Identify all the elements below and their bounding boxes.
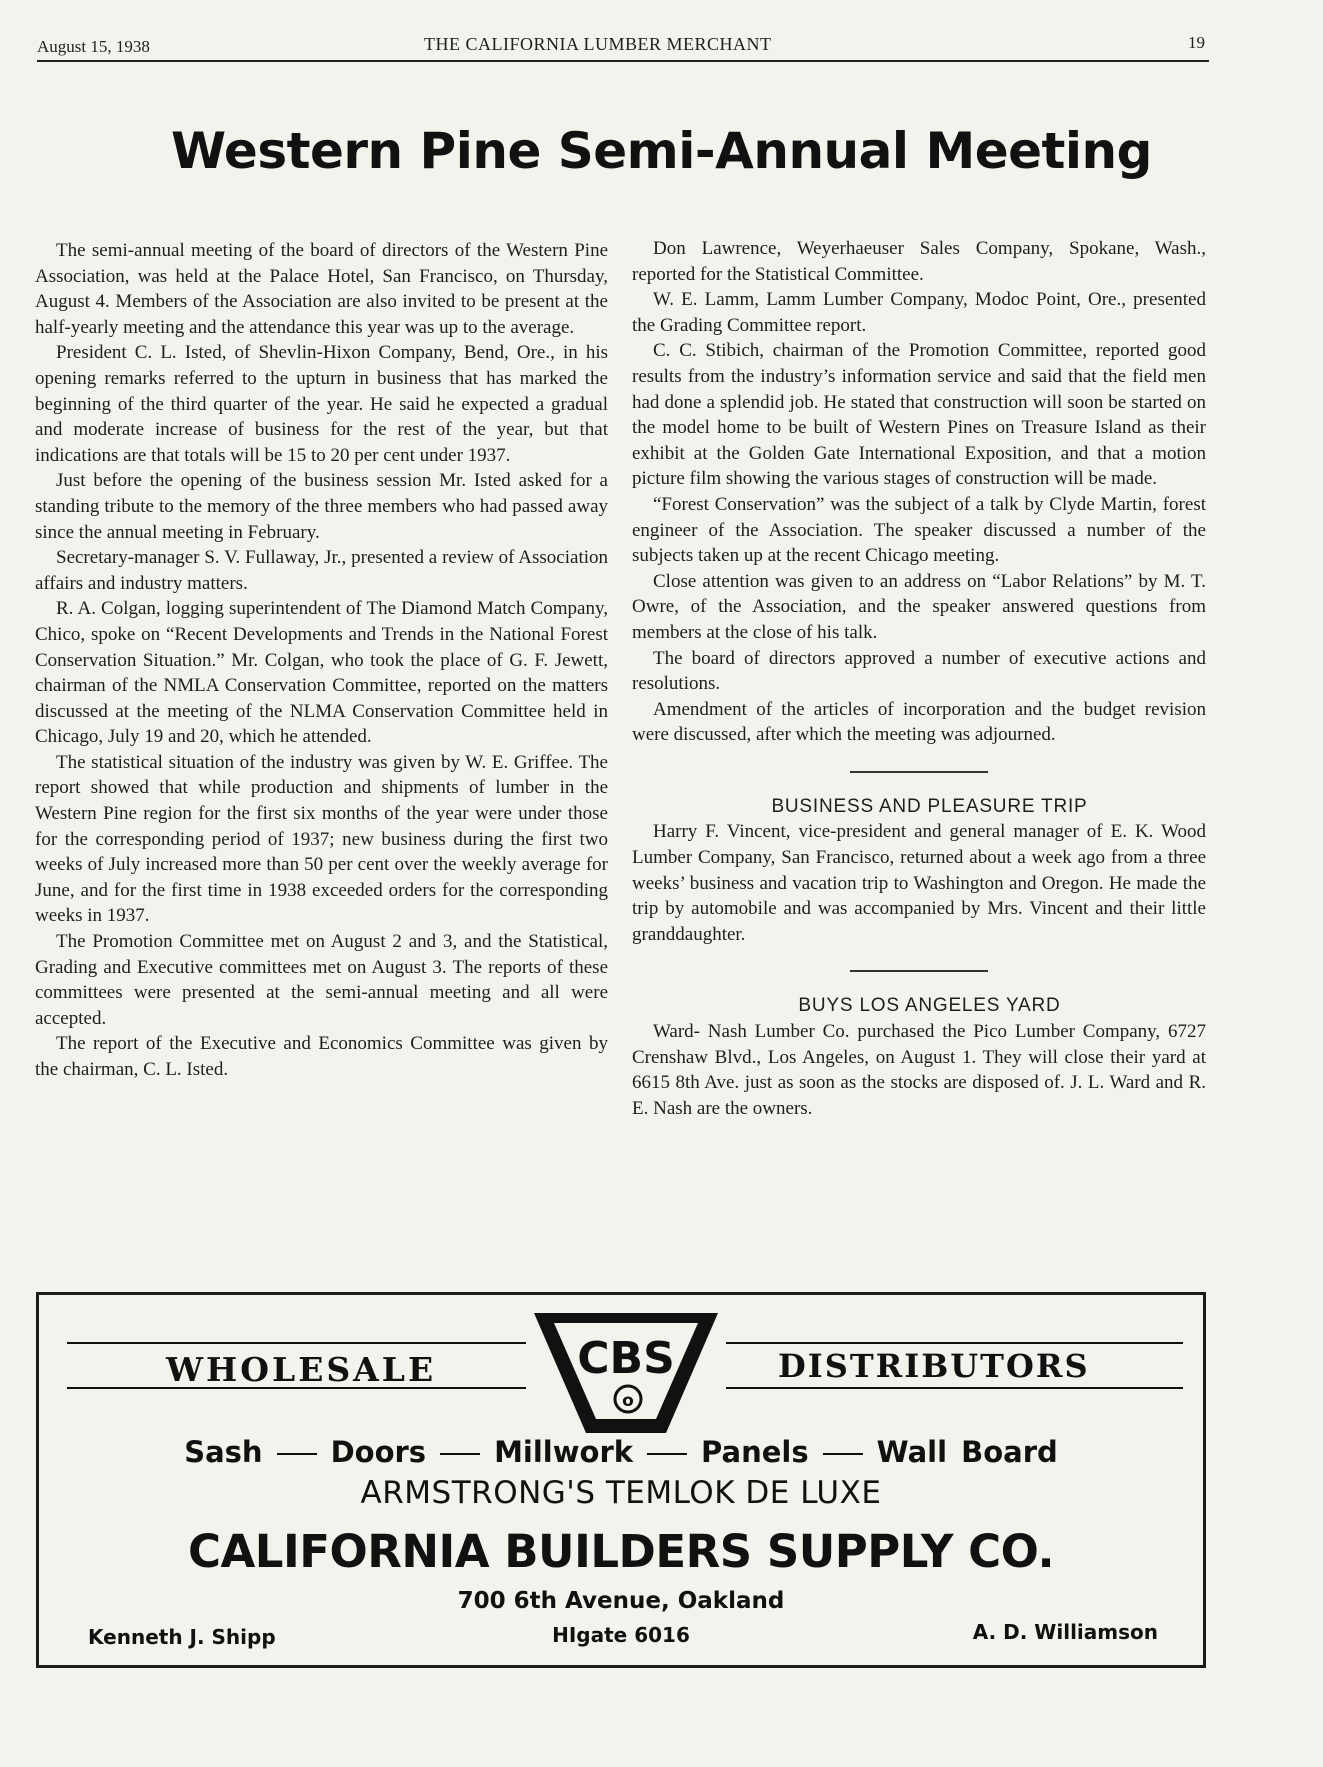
publication-title: THE CALIFORNIA LUMBER MERCHANT (424, 34, 772, 54)
cbs-logo-icon (526, 1307, 726, 1447)
right-column (632, 236, 1206, 1121)
article-paragraph: The semi-annual meeting of the board of directors of the Western Pine Association, was held at the Palace Hotel, San Francisco, on Thursday, August 4. Members of the Association are also invited to be present at the half-yearly meeting and the attendance this year was up to the average. (35, 240, 608, 338)
article-paragraph: President C. L. Isted, of Shevlin-Hixon Company, Bend, Ore., in his opening remarks referred to the upturn in business that has marked the beginning of the third quarter of the year. He said he expected a gradual and moderate increase of business for the rest of the year, but that indications are that totals will be 15 to 20 per cent under 1937. (35, 342, 608, 466)
article-paragraph: Don Lawrence, Weyerhaeuser Sales Company, Spokane, Wash., reported for the Statistical Committee. (632, 238, 1206, 285)
article-paragraph: The board of directors approved a number of executive actions and resolutions. (632, 647, 1206, 695)
product-item: Sash (184, 1435, 263, 1469)
article-paragraph: Close attention was given to an address on “Labor Relations” by M. T. Owre, of the Association, and the speaker answered questions from members at the close of his talk. (632, 570, 1206, 643)
issue-date: August 15, 1938 (37, 37, 150, 56)
ad-company-name: CALIFORNIA BUILDERS SUPPLY CO. (187, 1525, 1055, 1578)
ad-contact-right: A. D. Williamson (972, 1620, 1158, 1644)
product-item: Panels (701, 1435, 809, 1469)
ad-wholesale-banner: WHOLESALE (166, 1350, 437, 1389)
page-header (37, 34, 1209, 62)
article-paragraph: The statistical situation of the industry was given by W. E. Griffee. The report showed that while production and shipments of lumber in the Western Pine region for the first six months of the year were under those for the corresponding period of 1937; new business during the first two weeks of July increased more than 50 per cent over the weekly average for June, and for the first time in 1938 exceeded orders for the corresponding weeks in 1937. (35, 751, 608, 927)
ad-phone: HIgate 6016 (552, 1623, 690, 1647)
article-paragraph: “Forest Conservation” was the subject of a talk by Clyde Martin, forest engineer of the Association. The speaker discussed a number of the subjects taken up at the recent Chicago meeting. (632, 493, 1206, 567)
advertisement (36, 1292, 1206, 1668)
article-headline: Western Pine Semi-Annual Meeting (171, 122, 1152, 180)
article-paragraph: The Promotion Committee met on August 2 and 3, and the Statistical, Grading and Executive committees met on August 3. The reports of these committees were presented at the semi-annual meeting and all were accepted. (35, 931, 608, 1029)
page-number: 19 (1188, 33, 1205, 52)
ad-featured-product: ARMSTRONG'S TEMLOK DE LUXE (360, 1475, 882, 1511)
product-item: Millwork (494, 1435, 634, 1469)
yard-section-body: Ward- Nash Lumber Co. purchased the Pico Lumber Company, 6727 Crenshaw Blvd., Los Angeles, on August 1. They will close their yard at 6615 8th Ave. just as soon as the stocks are disposed of. J. L. Ward and R. E. Nash are the owners. (632, 1021, 1206, 1119)
article-paragraph: Amendment of the articles of incorporation and the budget revision were discussed, after which the meeting was adjourned. (632, 698, 1206, 746)
article-paragraph: R. A. Colgan, logging superintendent of The Diamond Match Company, Chico, spoke on “Recent Developments and Trends in the National Forest Conservation Situation.” Mr. Colgan, who took the place of G. F. Jewett, chairman of the NMLA Conservation Committee, reported on the matters discussed at the meeting of the NLMA Conservation Committee held in Chicago, July 19 and 20, which he attended. (35, 598, 608, 748)
yard-section-title: BUYS LOS ANGELES YARD (798, 995, 1061, 1017)
section-divider (850, 970, 988, 972)
ad-contact-left: Kenneth J. Shipp (88, 1625, 276, 1649)
ad-distributors-banner: DISTRIBUTORS (778, 1347, 1090, 1385)
article-paragraph: Just before the opening of the business session Mr. Isted asked for a standing tribute to the memory of the three members who had passed away since the annual meeting in February. (35, 470, 608, 543)
svg-text:CBS: CBS (577, 1333, 675, 1384)
ad-products-line (39, 1435, 1203, 1469)
left-column (35, 238, 608, 1083)
section-divider (850, 771, 988, 773)
article-paragraph: W. E. Lamm, Lamm Lumber Company, Modoc Point, Ore., presented the Grading Committee report. (632, 289, 1206, 336)
product-item: Wall Board (876, 1435, 1058, 1469)
trip-section-title: BUSINESS AND PLEASURE TRIP (771, 795, 1088, 817)
product-item: Doors (330, 1435, 427, 1469)
article-paragraph: C. C. Stibich, chairman of the Promotion Committee, reported good results from the industry’s information service and said that the field men had done a splendid job. He stated that construction will soon be started on the model home to be built of Western Pines on Treasure Island as their exhibit at the Golden Gate International Exposition, and that a motion picture film showing the various stages of construction will be made. (632, 340, 1206, 490)
trip-section-body: Harry F. Vincent, vice-president and general manager of E. K. Wood Lumber Company, San Francisco, returned about a week ago from a three weeks’ business and vacation trip to Washington and Oregon. He made the trip by automobile and was accompanied by Mrs. Vincent and their little granddaughter. (632, 821, 1206, 945)
svg-text:o: o (622, 1391, 634, 1411)
article-paragraph: Secretary-manager S. V. Fullaway, Jr., presented a review of Association affairs and industry matters. (35, 547, 608, 594)
article-paragraph: The report of the Executive and Economics Committee was given by the chairman, C. L. Isted. (35, 1033, 608, 1080)
ad-address: 700 6th Avenue, Oakland (457, 1588, 785, 1614)
